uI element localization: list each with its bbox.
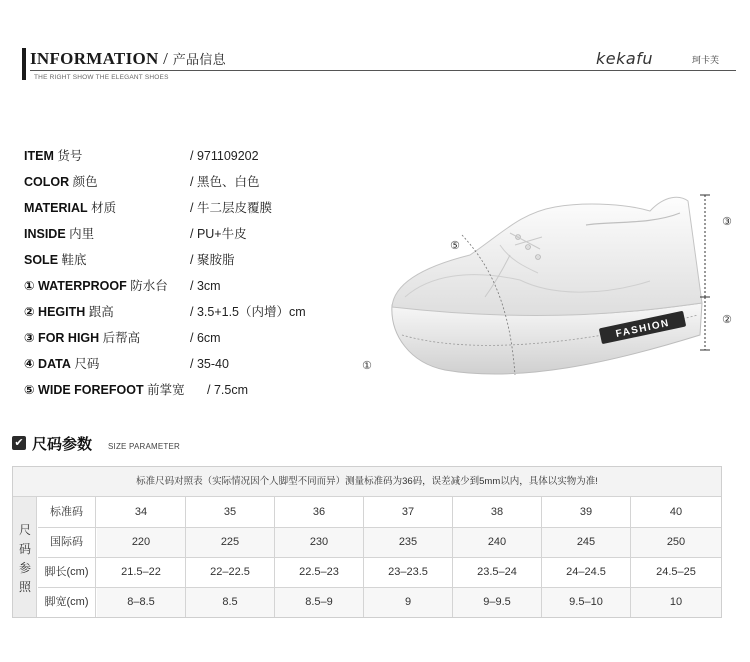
side-label-char: 照 xyxy=(18,580,31,594)
row-label-foot-width: 脚宽(cm) xyxy=(38,587,96,617)
spec-key-cn: 货号 xyxy=(57,149,83,163)
table-cell: 225 xyxy=(220,536,240,548)
brand-logo: kekafu xyxy=(596,49,653,68)
spec-value: / 聚胺脂 xyxy=(190,253,235,267)
size-section-subtitle: SIZE PARAMETER xyxy=(108,442,180,451)
spec-key-en: ④ DATA xyxy=(24,357,71,371)
spec-key-cn: 鞋底 xyxy=(61,253,87,267)
table-cell: 40 xyxy=(669,506,683,518)
size-table-note: 标准尺码对照表（实际情况因个人脚型不同而异）测量标准码为36码，误差减少到5mm以内，具体以实物为准! xyxy=(13,467,721,497)
table-cell: 24.5–25 xyxy=(656,566,696,578)
table-cell: 235 xyxy=(398,536,418,548)
table-cell: 230 xyxy=(309,536,329,548)
checkbox-icon: ✔ xyxy=(12,436,26,450)
spec-key-cn: 前掌宽 xyxy=(147,383,185,397)
section-title-en: INFORMATION xyxy=(30,49,159,68)
spec-key-cn: 内里 xyxy=(69,227,95,241)
size-table xyxy=(12,466,722,618)
table-cell: 240 xyxy=(487,536,507,548)
spec-value: / 35-40 xyxy=(190,357,229,371)
side-label-char: 码 xyxy=(18,542,31,556)
table-cell: 36 xyxy=(312,506,326,518)
sole-label-text: FASHION xyxy=(614,317,671,340)
row-label-international: 国际码 xyxy=(38,527,96,557)
spec-key-cn: 材质 xyxy=(91,201,117,215)
row-label-foot-length: 脚长(cm) xyxy=(38,557,96,587)
spec-key-en: MATERIAL xyxy=(24,201,88,215)
shoe-illustration xyxy=(350,185,745,400)
table-cell: 24–24.5 xyxy=(566,566,606,578)
spec-key-en: ITEM xyxy=(24,149,54,163)
table-cell: 8.5 xyxy=(222,596,238,608)
section-title xyxy=(30,49,226,69)
spec-value: / 7.5cm xyxy=(207,383,248,397)
spec-key-en: ② HEGITH xyxy=(24,305,86,319)
spec-key-cn: 后帮高 xyxy=(102,331,141,345)
table-cell: 23–23.5 xyxy=(388,566,428,578)
table-cell: 9.5–10 xyxy=(569,596,603,608)
header-accent-bar xyxy=(22,48,26,80)
table-cell: 220 xyxy=(131,536,151,548)
spec-value: / 牛二层皮覆膜 xyxy=(190,201,272,215)
size-table-side-label xyxy=(13,497,37,617)
spec-key-cn: 尺码 xyxy=(74,357,100,371)
marker-5: ⑤ xyxy=(450,239,460,252)
spec-key-cn: 颜色 xyxy=(72,175,98,189)
table-cell: 21.5–22 xyxy=(121,566,161,578)
side-label-char: 尺 xyxy=(18,523,31,537)
spec-key-cn: 跟高 xyxy=(88,305,114,319)
spec-key-en: ① WATERPROOF xyxy=(24,279,127,293)
size-section-title: 尺码参数 xyxy=(32,436,93,453)
table-cell: 250 xyxy=(666,536,686,548)
header-divider xyxy=(30,70,736,71)
section-title-slash: / xyxy=(163,49,169,68)
table-cell: 8–8.5 xyxy=(127,596,155,608)
table-cell: 10 xyxy=(669,596,683,608)
table-cell: 37 xyxy=(401,506,415,518)
spec-key-en: ⑤ WIDE FOREFOOT xyxy=(24,383,144,397)
spec-key-en: COLOR xyxy=(24,175,70,189)
table-cell: 35 xyxy=(223,506,237,518)
spec-value: / 6cm xyxy=(190,331,221,345)
table-cell: 34 xyxy=(134,506,148,518)
spec-key-cn: 防水台 xyxy=(130,279,168,293)
marker-1: ① xyxy=(362,359,372,372)
spec-value: / 黑色、白色 xyxy=(190,175,260,189)
spec-key-en: ③ FOR HIGH xyxy=(24,331,100,345)
table-cell: 9 xyxy=(404,596,412,608)
table-cell: 8.5–9 xyxy=(305,596,333,608)
table-cell: 22.5–23 xyxy=(299,566,339,578)
table-cell: 22–22.5 xyxy=(210,566,250,578)
table-cell: 39 xyxy=(579,506,593,518)
spec-value: / 3.5+1.5（内增）cm xyxy=(190,305,306,319)
table-cell: 9–9.5 xyxy=(483,596,511,608)
spec-value: / 3cm xyxy=(190,279,221,293)
spec-key-en: SOLE xyxy=(24,253,59,267)
side-label-char: 参 xyxy=(18,561,31,575)
table-cell: 23.5–24 xyxy=(477,566,517,578)
spec-value: / PU+牛皮 xyxy=(190,227,247,241)
table-cell: 38 xyxy=(490,506,504,518)
marker-2: ② xyxy=(722,313,732,326)
row-label-standard: 标准码 xyxy=(38,497,96,527)
spec-value: / 971109202 xyxy=(190,149,259,163)
section-title-cn: 产品信息 xyxy=(172,53,226,68)
table-cell: 245 xyxy=(576,536,596,548)
spec-key-en: INSIDE xyxy=(24,227,66,241)
marker-3: ③ xyxy=(722,215,732,228)
section-subtitle: THE RIGHT SHOW THE ELEGANT SHOES xyxy=(34,74,169,81)
brand-logo-cn: 珂卡芙 xyxy=(692,55,720,65)
